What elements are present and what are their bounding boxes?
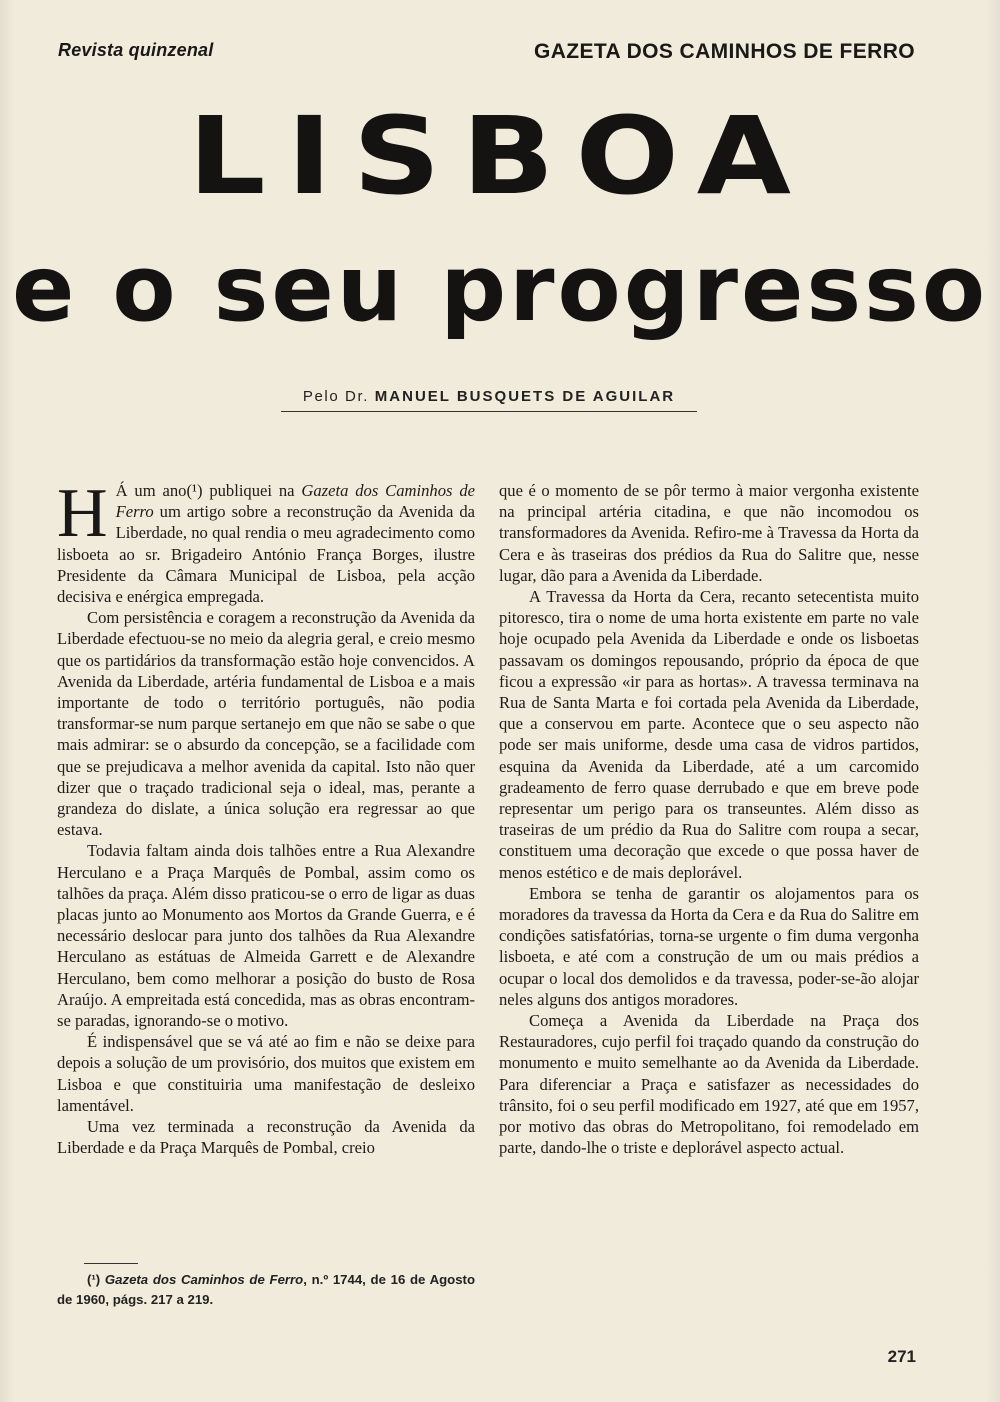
left-column xyxy=(57,475,475,1159)
byline-author: MANUEL BUSQUETS DE AGUILAR xyxy=(374,388,676,405)
title-sub: e o seu progresso xyxy=(11,235,989,342)
p1-text-a: publiquei na xyxy=(202,481,302,500)
footnote-rule xyxy=(84,1263,138,1264)
p1-italic-title: Gazeta dos Caminhos de Ferro xyxy=(115,481,475,522)
byline xyxy=(281,388,697,405)
paragraph-r3: Embora se tenha de garantir os alojamentos para os moradores da travessa da Horta da Cera e da Rua do Salitre em condições satisfatórias, torna-se urgente o fim duma vergonha lisboeta, e até com a construção de um ou mais prédios a ocupar o local dos demolidos e da travessa, poder-se-ão alojar neles alguns dos antigos moradores. xyxy=(499,883,919,1009)
page-number: 271 xyxy=(887,1347,916,1366)
drop-cap: H xyxy=(57,475,108,552)
paragraph-1 xyxy=(57,475,475,607)
byline-underline xyxy=(281,411,697,412)
p1-text-b: um artigo sobre a reconstrução da Avenida da Liberdade, no qual rendia o meu agradecimento como lisboeta ao sr. Brigadeiro António França Borges, ilustre Presidente da Câmara Municipal de Lisboa, pela acção decisiva e enérgica empregada. xyxy=(57,502,475,607)
footnote-italic: Gazeta dos Caminhos de Ferro xyxy=(104,1272,304,1287)
paragraph-r1: que é o momento de se pôr termo à maior vergonha existente na principal artéria citadina, e que não incomodou os transformadores da Avenida. Refiro-me à Travessa da Horta da Cera e às traseiras dos prédios da Rua do Salitre que, nesse lugar, dão para a Avenida da Liberdade. xyxy=(499,481,919,585)
paragraph-4: É indispensável que se vá até ao fim e não se deixe para depois a solução de um provisório, dos muitos que existem em Lisboa e que constituiria uma manifestação de desleixo lamentável. xyxy=(57,1032,475,1115)
right-column xyxy=(499,480,919,1159)
p1-start: Á um ano xyxy=(115,481,187,500)
paragraph-3: Todavia faltam ainda dois talhões entre a Rua Alexandre Herculano e a Praça Marquês de Pombal, assim como os talhões da praça. Além disso praticou-se o erro de ligar as duas placas junto ao Monumento aos Mortos da Grande Guerra, e é necessário deslocar para junto dos talhões da Rua Alexandre Herculano as estátuas de Almeida Garrett e de Alexandre Herculano, bem como melhorar a posição do busto de Rosa Araújo. A empreitada está concedida, mas as obras encontram-se paradas, ignorando-se o motivo. xyxy=(57,841,475,1031)
title-main: LISBOA xyxy=(187,94,813,219)
paragraph-r4: Começa a Avenida da Liberdade na Praça dos Restauradores, cujo perfil foi traçado quando da construção do monumento e muito semelhante ao da Avenida da Liberdade. Para diferenciar a Praça e satisfazer as necessidades do trânsito, foi o seu perfil modificado em 1927, até que em 1957, por motivo das obras do Metropolitano, foi remodelado em parte, dando-lhe o triste e deplorável aspecto actual. xyxy=(499,1011,919,1158)
footnote-mark: (¹) xyxy=(87,1272,101,1287)
paragraph-5: Uma vez terminada a reconstrução da Avenida da Liberdade e da Praça Marquês de Pombal, creio xyxy=(57,1117,475,1158)
p1-footnote-ref: (¹) xyxy=(186,481,203,500)
header-left: Revista quinzenal xyxy=(58,40,214,60)
byline-prefix: Pelo Dr. xyxy=(302,388,370,405)
header-right: GAZETA DOS CAMINHOS DE FERRO xyxy=(533,40,915,63)
paragraph-r2: A Travessa da Horta da Cera, recanto setecentista muito pitoresco, tira o nome de uma horta existente em parte no vale hoje ocupado pela Avenida da Liberdade e onde os lisboetas passavam os domingos repousando, próprio da época de que ficou a expressão «ir para as hortas». A travessa terminava na Rua de Santa Marta e foi cortada pela Avenida da Liberdade, que a conservou em parte. Acontece que o seu aspecto não pode ser mais uniforme, desde uma casa de vidros partidos, esquina da Avenida da Liberdade, até a um carcomido gradeamento de ferro quase derrubado e que em breve pode representar um perigo para os transeuntes. Além disso as traseiras de um prédio da Rua do Salitre com roupa a secar, constituem uma decoração que excede o que possa haver de menos estético e de mais deplorável. xyxy=(499,587,919,882)
footnote-text: , n.º 1744, de 16 de Agosto de 1960, págs. 217 a 219. xyxy=(57,1272,475,1307)
footnote xyxy=(57,1270,475,1310)
paragraph-2: Com persistência e coragem a reconstrução da Avenida da Liberdade efectuou-se no meio da alegria geral, e creio mesmo que os partidários da transformação estão hoje convencidos. A Avenida da Liberdade, artéria fundamental de Lisboa e a mais importante de todo o território português, não podia transformar-se num parque sertanejo em que não se sabe o que mais admirar: se o absurdo da concepção, se a facilidade com que se prejudicava a melhor avenida da capital. Isto não quer dizer que o traçado tradicional seja o ideal, mas, perante a grandeza do dislate, a única solução era regressar ao que estava. xyxy=(57,608,475,840)
